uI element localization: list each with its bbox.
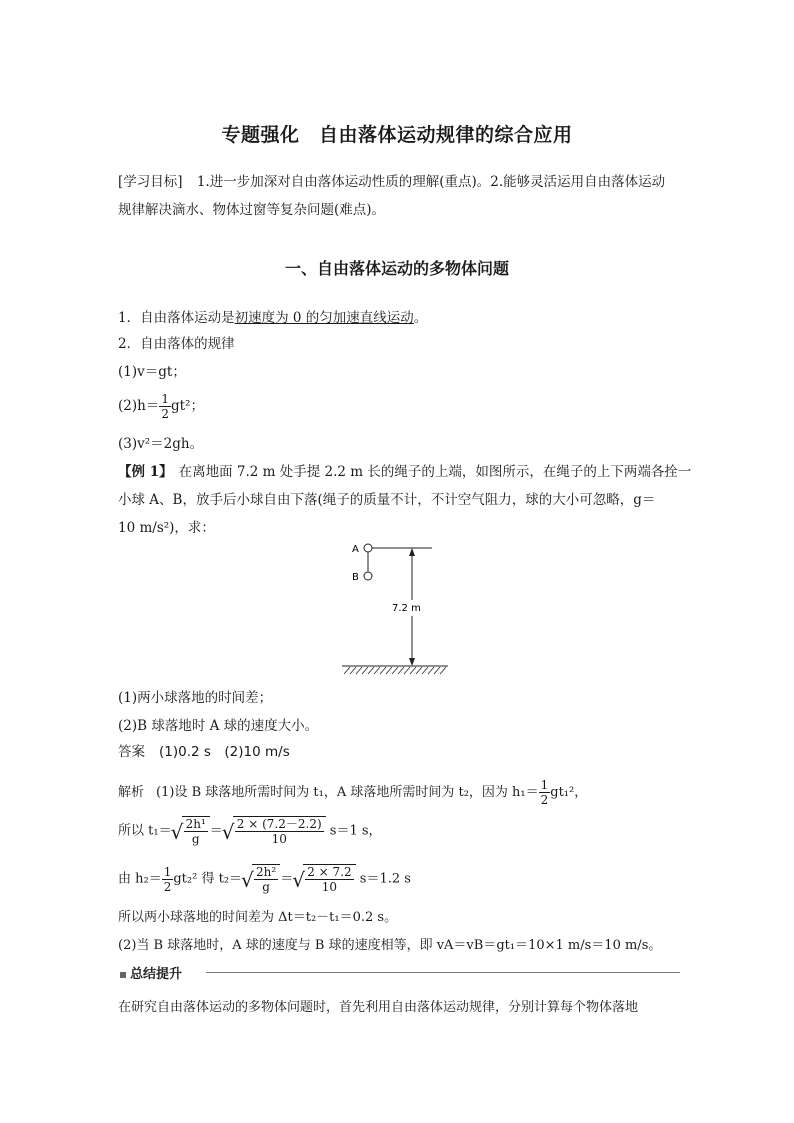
fraction-half-3: $\frac{1}{2}$ xyxy=(163,864,172,894)
answer-label: 答案 xyxy=(118,744,145,760)
question-1: (1)两小球落地的时间差； xyxy=(118,690,273,706)
solution-line2-suffix: s＝1 s， xyxy=(325,823,382,839)
solution-line4: 所以两小球落地的时间差为 Δt＝t₂－t₁＝0.2 s。 xyxy=(118,910,398,925)
objectives-line2: 规律解决滴水、物体过窗等复杂问题(难点)。 xyxy=(118,202,386,218)
fraction-half-2: $\frac{1}{2}$ xyxy=(540,778,549,807)
solution-line3: 由 h₂＝ $\frac{1}{2}$ gt₂² 得 t₂＝ √ $\frac{\text{2h²}}{g}$ ＝ √ $\frac{2 \times 7.2}{10}$ s＝1.2 s xyxy=(118,864,411,894)
figure-diagram xyxy=(340,536,450,678)
point1 xyxy=(118,308,427,328)
figure-label-b: B xyxy=(352,572,359,583)
example-line3: 10 m/s²)，求： xyxy=(118,520,215,536)
point1-suffix: 。 xyxy=(413,310,428,326)
point1-underlined: 初速度为 0 的匀加速直线运动 xyxy=(234,310,414,326)
summary-marker-icon xyxy=(120,972,126,978)
summary-divider xyxy=(206,972,680,973)
sqrt2-denominator: 10 xyxy=(271,832,287,846)
solution-line1 xyxy=(118,778,587,807)
formula1: (1)v＝gt； xyxy=(118,364,186,380)
question-2: (2)B 球落地时 A 球的速度大小。 xyxy=(118,718,319,734)
figure-label-a: A xyxy=(352,544,359,555)
sqrt-expression-3: √ $\frac{\text{2h²}}{g}$ xyxy=(252,864,280,894)
example-line2: 小球 A、B，放手后小球自由下落(绳子的质量不计，不计空气阻力，球的大小可忽略，g＝ xyxy=(118,492,656,508)
sqrt-expression-1: √ $\frac{\text{2h¹}}{g}$ xyxy=(182,816,210,846)
solution-text1: (1)设 B 球落地所需时间为 t₁，A 球落地所需时间为 t₂，因为 h₁＝ xyxy=(156,785,539,800)
point1-prefix: 1．自由落体运动是 xyxy=(118,310,235,326)
objectives-label: [学习目标] xyxy=(118,174,183,190)
summary-header xyxy=(120,963,680,983)
ground-hatch xyxy=(344,667,446,674)
ball-a xyxy=(364,544,372,552)
solution-line5: (2)当 B 球落地时，A 球的速度与 B 球的速度相等，即 vA＝vB＝gt₁＝10×1 m/s＝10 m/s。 xyxy=(118,938,662,953)
example-tag: 【例 1】 xyxy=(118,464,173,480)
section1-title: 一、自由落体运动的多物体问题 xyxy=(284,259,509,278)
example-line1 xyxy=(118,462,691,482)
formula2-suffix: gt²； xyxy=(170,398,204,414)
solution-line3-mid: gt₂² 得 t₂＝ xyxy=(173,871,243,887)
arrow-head-down xyxy=(409,658,415,666)
solution-text1-tail: gt₁²， xyxy=(550,785,588,800)
ball-b xyxy=(364,572,372,580)
formula2 xyxy=(118,392,204,421)
point2: 2．自由落体的规律 xyxy=(118,336,235,352)
solution-line2-prefix: 所以 t₁＝ xyxy=(118,823,172,839)
fraction-half: $\frac{1}{2}$ xyxy=(161,392,169,421)
objectives-line1 xyxy=(118,172,665,192)
objectives-text1: 1.进一步加深对自由落体运动性质的理解(重点)。2.能够灵活运用自由落体运动 xyxy=(196,174,666,190)
example-text1: 在离地面 7.2 m 处手提 2.2 m 长的绳子的上端，如图所示，在绳子的上下两端各拴一 xyxy=(178,464,692,480)
arrow-head-up xyxy=(409,548,415,556)
summary-label-text: 总结提升 xyxy=(130,967,183,982)
formula3: (3)v²＝2gh。 xyxy=(118,436,204,452)
sqrt-expression-4 xyxy=(303,864,355,894)
sqrt2-numerator: √ 2 × (7.2－2.2) xyxy=(236,817,322,831)
answer-text: (1)0.2 s (2)10 m/s xyxy=(159,744,290,760)
page-title: 专题强化 自由落体运动规律的综合应用 xyxy=(221,124,573,146)
sqrt-expression-2 xyxy=(233,816,326,846)
summary-text: 在研究自由落体运动的多物体问题时，首先利用自由落体运动规律，分别计算每个物体落地 xyxy=(118,1000,639,1015)
formula2-prefix: (2)h＝ xyxy=(118,398,160,414)
solution-line3-prefix: 由 h₂＝ xyxy=(118,871,162,887)
summary-label xyxy=(120,963,182,982)
solution-line2: 所以 t₁＝ √ $\frac{\text{2h¹}}{g}$ ＝ √ $\frac{2 \times (7.2-2.2)}{10}$ s＝1 s， xyxy=(118,816,382,846)
sqrt4-denominator: 10 xyxy=(321,880,338,894)
height-label: 7.2 m xyxy=(392,603,421,614)
solution-label: 解析 xyxy=(118,785,145,800)
answer xyxy=(118,742,290,762)
solution-line3-suffix: s＝1.2 s xyxy=(355,871,411,887)
sqrt4-numerator: √ 2 × 7.2 xyxy=(307,865,352,879)
